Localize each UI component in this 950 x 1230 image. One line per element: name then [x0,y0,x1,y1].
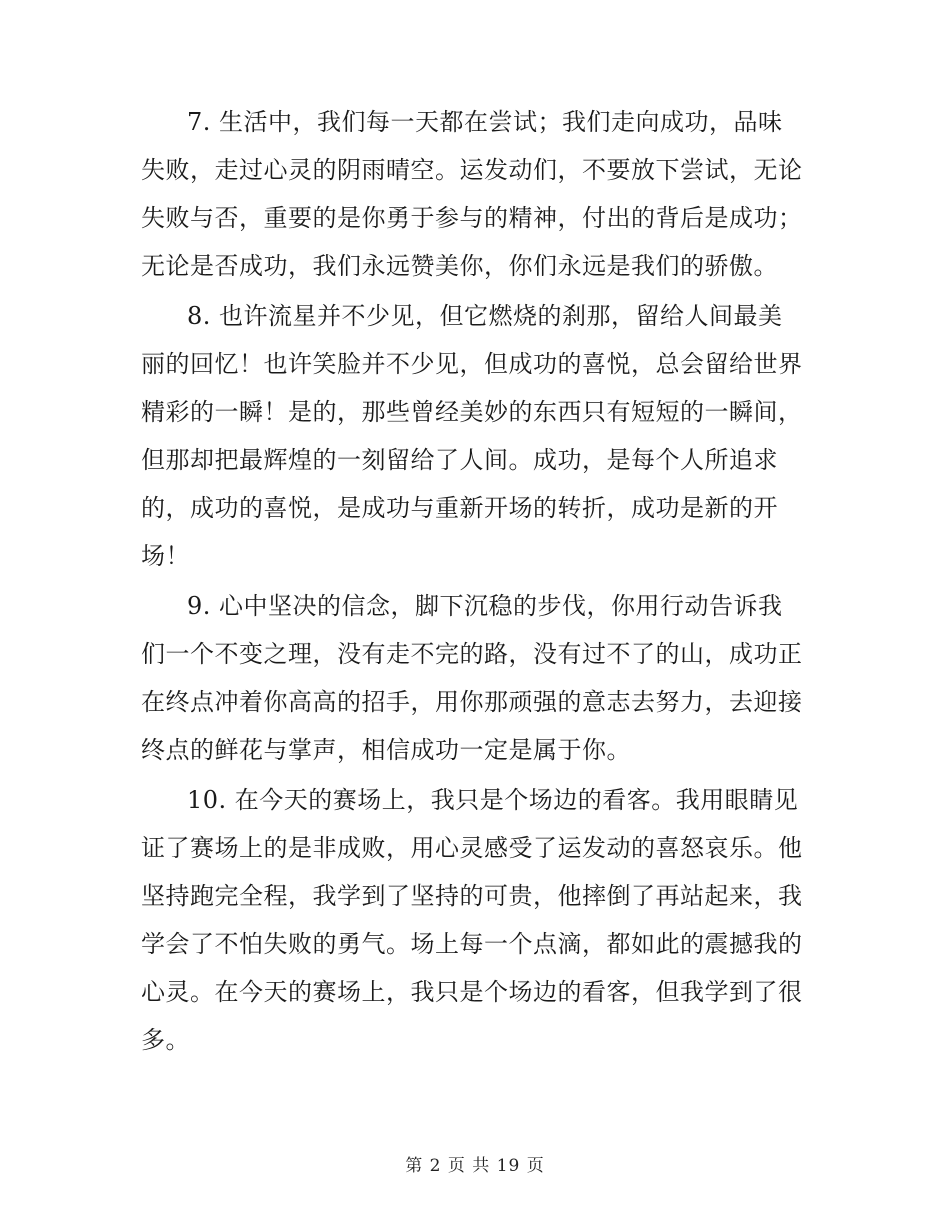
paragraph-line: 但那却把最辉煌的一刻留给了人间。成功，是每个人所追求 [141,446,778,474]
paragraph-line: 多。 [141,1026,190,1054]
paragraph-10 [141,776,813,1064]
paragraph-line: 无论是否成功，我们永远赞美你，你们永远是我们的骄傲。 [141,252,778,280]
paragraph-line: 坚持跑完全程，我学到了坚持的可贵，他摔倒了再站起来，我 [141,882,803,910]
paragraph-line: 在终点冲着你高高的招手，用你那顽强的意志去努力，去迎接 [141,688,803,716]
paragraph-line: 失败，走过心灵的阴雨晴空。运发动们，不要放下尝试，无论 [141,156,803,184]
paragraph-line: 9. 心中坚决的信念，脚下沉稳的步伐，你用行动告诉我 [187,592,783,620]
paragraph-line: 学会了不怕失败的勇气。场上每一个点滴，都如此的震撼我的 [141,930,803,958]
paragraph-line: 10. 在今天的赛场上，我只是个场边的看客。我用眼睛见 [187,786,799,814]
paragraph-line: 8. 也许流星并不少见，但它燃烧的刹那，留给人间最美 [187,302,783,330]
document-body [141,98,813,1066]
page-number-footer: 第 2 页 共 19 页 [405,1156,545,1176]
paragraph-line: 丽的回忆！也许笑脸并不少见，但成功的喜悦，总会留给世界 [141,350,803,378]
paragraph-7 [141,98,813,290]
paragraph-line: 的，成功的喜悦，是成功与重新开场的转折，成功是新的开 [141,494,778,522]
paragraph-line: 心灵。在今天的赛场上，我只是个场边的看客，但我学到了很 [141,978,803,1006]
paragraph-line: 终点的鲜花与掌声，相信成功一定是属于你。 [141,736,631,764]
paragraph-9 [141,582,813,774]
paragraph-line: 证了赛场上的是非成败，用心灵感受了运发动的喜怒哀乐。他 [141,834,803,862]
paragraph-line: 失败与否，重要的是你勇于参与的精神，付出的背后是成功； [141,204,803,232]
paragraph-line: 场！ [141,542,190,570]
paragraph-line: 们一个不变之理，没有走不完的路，没有过不了的山，成功正 [141,640,803,668]
paragraph-line: 精彩的一瞬！是的，那些曾经美妙的东西只有短短的一瞬间， [141,398,803,426]
paragraph-line: 7. 生活中，我们每一天都在尝试；我们走向成功，品味 [187,108,783,136]
paragraph-8 [141,292,813,580]
